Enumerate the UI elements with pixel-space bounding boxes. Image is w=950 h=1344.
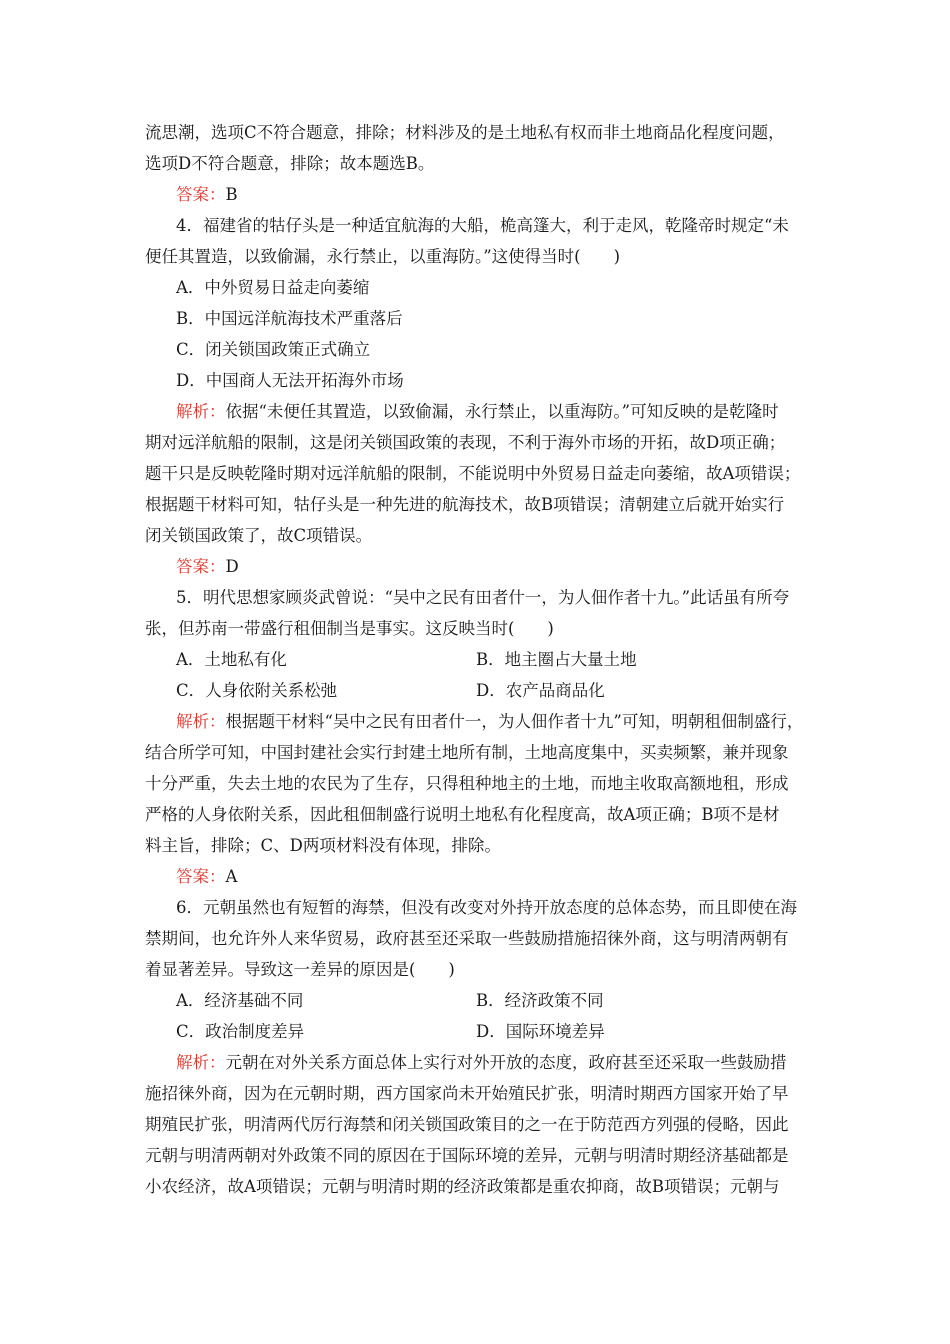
q5-option-d: D．农产品商品化	[476, 681, 605, 700]
q6-analysis-line: 期殖民扩张，明清两代厉行海禁和闭关锁国政策目的之一在于防范西方列强的侵略，因此	[145, 1115, 789, 1134]
q4-stem-line: 4．福建省的牯仔头是一种适宜航海的大船，桅高篷大，利于走风，乾隆帝时规定“未	[176, 216, 789, 235]
q5-analysis-line	[145, 706, 805, 737]
q4-analysis-line: 题干只是反映乾隆时期对远洋航船的限制，不能说明中外贸易日益走向萎缩，故A项错误；	[145, 464, 801, 483]
q5-analysis-line: 结合所学可知，中国封建社会实行封建土地所有制，土地高度集中，买卖频繁，兼并现象	[145, 743, 789, 762]
q6-options-row	[145, 1016, 805, 1047]
q6-option-c: C．政治制度差异	[176, 1022, 305, 1041]
answer-value: D	[225, 557, 239, 576]
q5-option-a: A．土地私有化	[176, 650, 287, 669]
q6-analysis-line: 施招徕外商，因为在元朝时期，西方国家尚未开始殖民扩张，明清时期西方国家开始了早	[145, 1084, 789, 1103]
q4-option-d: D．中国商人无法开拓海外市场	[176, 371, 404, 390]
q6-analysis-line: 元朝与明清两朝对外政策不同的原因在于国际环境的差异，元朝与明清时期经济基础都是	[145, 1146, 789, 1165]
analysis-label: 解析：	[176, 712, 226, 731]
document-page	[145, 117, 805, 1202]
q4-answer	[145, 551, 805, 582]
q4-option-a: A．中外贸易日益走向萎缩	[176, 278, 370, 297]
q4-analysis-line: 根据题干材料可知，牯仔头是一种先进的航海技术，故B项错误；清朝建立后就开始实行	[145, 495, 785, 514]
q6-stem-line: 着显著差异。导致这一差异的原因是( )	[145, 960, 455, 979]
answer-label: 答案：	[176, 185, 226, 204]
q5-analysis-line: 料主旨，排除；C、D两项材料没有体现，排除。	[145, 836, 501, 855]
q5-answer	[145, 861, 805, 892]
q4-option-b: B．中国远洋航海技术严重落后	[176, 309, 403, 328]
q4-analysis-line: 期对远洋航船的限制，这是闭关锁国政策的表现，不利于海外市场的开拓，故D项正确；	[145, 433, 786, 452]
q6-option-d: D．国际环境差异	[476, 1022, 605, 1041]
q3-answer	[145, 179, 805, 210]
q3-analysis-line: 选项D不符合题意，排除；故本题选B。	[145, 154, 435, 173]
q5-options-row	[145, 644, 805, 675]
analysis-text: 依据“未便任其置造，以致偷漏，永行禁止，以重海防。”可知反映的是乾隆时	[225, 402, 779, 421]
q5-analysis-line: 十分严重，失去土地的农民为了生存，只得租种地主的土地，而地主收取高额地租，形成	[145, 774, 789, 793]
q6-options-row	[145, 985, 805, 1016]
q5-stem-line: 5．明代思想家顾炎武曾说：“吴中之民有田者什一，为人佃作者十九。”此话虽有所夸	[176, 588, 790, 607]
q6-stem-line: 禁期间，也允许外人来华贸易，政府甚至还采取一些鼓励措施招徕外商，这与明清两朝有	[145, 929, 789, 948]
q6-analysis-line: 小农经济，故A项错误；元朝与明清时期的经济政策都是重农抑商，故B项错误；元朝与	[145, 1177, 780, 1196]
answer-label: 答案：	[176, 557, 226, 576]
analysis-text: 元朝在对外关系方面总体上实行对外开放的态度，政府甚至还采取一些鼓励措	[225, 1053, 787, 1072]
q5-option-b: B．地主圈占大量土地	[476, 650, 637, 669]
q4-analysis-line: 闭关锁国政策了，故C项错误。	[145, 526, 373, 545]
q4-stem-line: 便任其置造，以致偷漏，永行禁止，以重海防。”这使得当时( )	[145, 247, 621, 266]
answer-value: B	[225, 185, 238, 204]
answer-value: A	[225, 867, 238, 886]
q6-option-a: A．经济基础不同	[176, 991, 304, 1010]
q6-analysis-line	[145, 1047, 805, 1078]
q5-stem-line: 张，但苏南一带盛行租佃制当是事实。这反映当时( )	[145, 619, 554, 638]
q5-analysis-line: 严格的人身依附关系，因此租佃制盛行说明土地私有化程度高，故A项正确；B项不是材	[145, 805, 780, 824]
q4-analysis-line	[145, 396, 805, 427]
q6-stem-line: 6．元朝虽然也有短暂的海禁，但没有改变对外持开放态度的总体态势，而且即使在海	[176, 898, 797, 917]
q5-option-c: C．人身依附关系松弛	[176, 681, 338, 700]
analysis-label: 解析：	[176, 402, 226, 421]
q4-option-c: C．闭关锁国政策正式确立	[176, 340, 371, 359]
q6-option-b: B．经济政策不同	[476, 991, 604, 1010]
analysis-label: 解析：	[176, 1053, 226, 1072]
q5-options-row	[145, 675, 805, 706]
answer-label: 答案：	[176, 867, 226, 886]
q3-analysis-line: 流思潮，选项C不符合题意，排除；材料涉及的是土地私有权而非土地商品化程度问题，	[145, 123, 785, 142]
analysis-text: 根据题干材料“吴中之民有田者什一，为人佃作者十九”可知，明朝租佃制盛行，	[225, 712, 804, 731]
